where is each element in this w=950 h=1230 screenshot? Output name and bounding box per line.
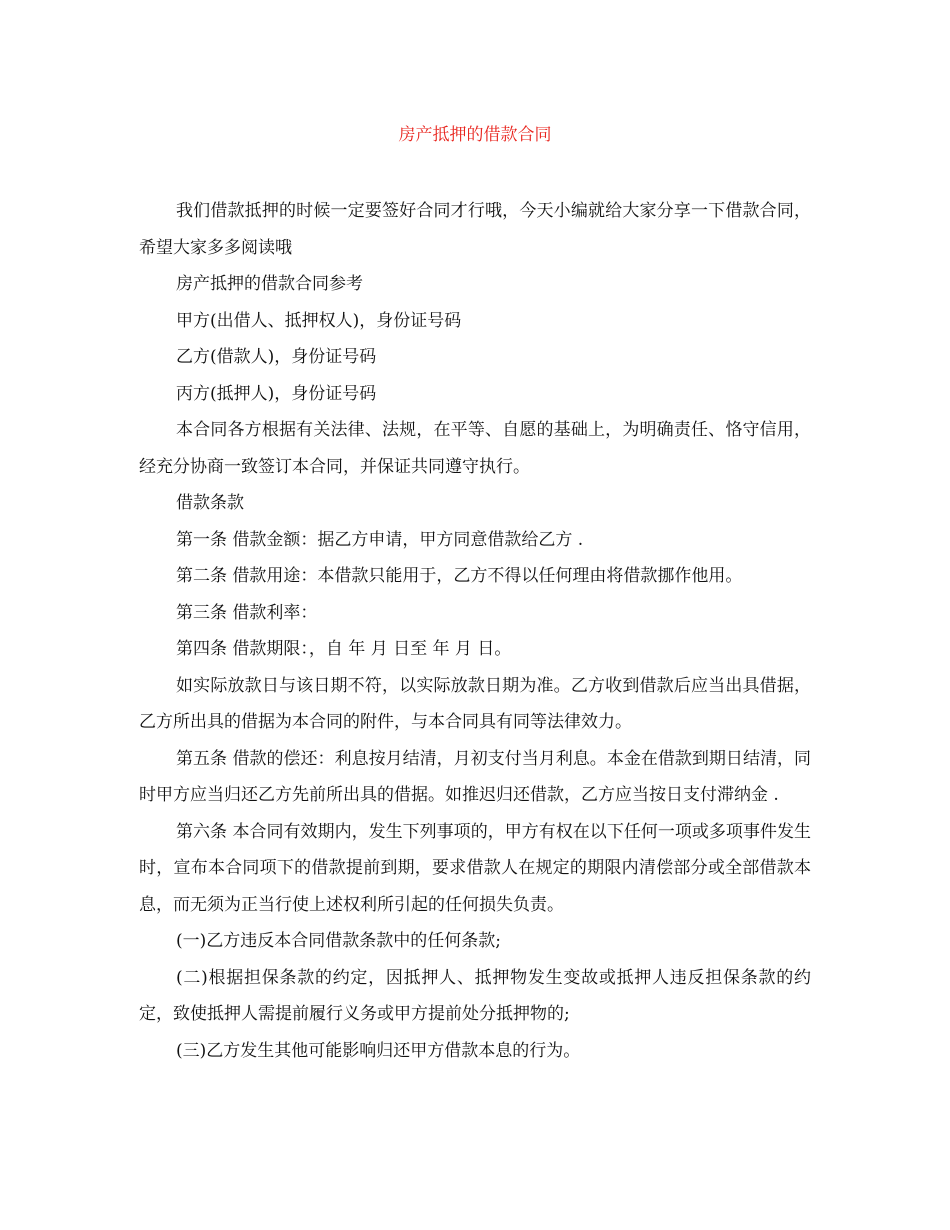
paragraph-reference-heading: 房产抵押的借款合同参考	[176, 274, 363, 294]
paragraph-party-a: 甲方(出借人、抵押权人)，身份证号码	[176, 310, 462, 331]
paragraph-article-3: 第三条 借款利率：	[176, 602, 318, 623]
paragraph-party-c: 丙方(抵押人)，身份证号码	[176, 383, 377, 404]
paragraph-party-b: 乙方(借款人)，身份证号码	[176, 347, 377, 367]
paragraph-article-6-item-3: (三)乙方发生其他可能影响归还甲方借款本息的行为。	[176, 1040, 581, 1061]
paragraph-article-6: 第六条 本合同有效期内，发生下列事项的，甲方有权在以下任何一项或多项事件发生时，宣布本合同项下的借款提前到期，要求借款人在规定的期限内清偿部分或全部借款本息，而无须为正当行使上述权利所引起的任何损失负责。	[139, 821, 811, 915]
paragraph-preamble: 本合同各方根据有关法律、法规，在平等、自愿的基础上，为明确责任、恪守信用，经充分协商一致签订本合同，并保证共同遵守执行。	[139, 420, 811, 477]
paragraph-article-4: 第四条 借款期限：，自 年 月 日至 年 月 日。	[176, 639, 512, 659]
paragraph-article-2: 第二条 借款用途：本借款只能用于，乙方不得以任何理由将借款挪作他用。	[176, 566, 743, 586]
paragraph-article-5: 第五条 借款的偿还：利息按月结清，月初支付当月利息。本金在借款到期日结清，同时甲方应当归还乙方先前所出具的借据。如推迟归还借款，乙方应当按日支付滞纳金 .	[139, 748, 811, 805]
paragraph-article-1: 第一条 借款金额：据乙方申请，甲方同意借款给乙方 .	[176, 529, 584, 550]
paragraph-loan-terms-heading: 借款条款	[176, 493, 244, 513]
paragraph-intro: 我们借款抵押的时候一定要签好合同才行哦，今天小编就给大家分享一下借款合同，希望大家多多阅读哦	[139, 201, 811, 258]
paragraph-article-4-note: 如实际放款日与该日期不符，以实际放款日期为准。乙方收到借款后应当出具借据，乙方所出具的借据为本合同的附件，与本合同具有同等法律效力。	[139, 675, 811, 732]
document-title: 房产抵押的借款合同	[398, 125, 552, 145]
paragraph-article-6-item-1: (一)乙方违反本合同借款条款中的任何条款;	[176, 931, 501, 951]
paragraph-article-6-item-2: (二)根据担保条款的约定，因抵押人、抵押物发生变故或抵押人违反担保条款的约定，致使抵押人需提前履行义务或甲方提前处分抵押物的;	[139, 967, 811, 1024]
document-body	[139, 193, 811, 1069]
